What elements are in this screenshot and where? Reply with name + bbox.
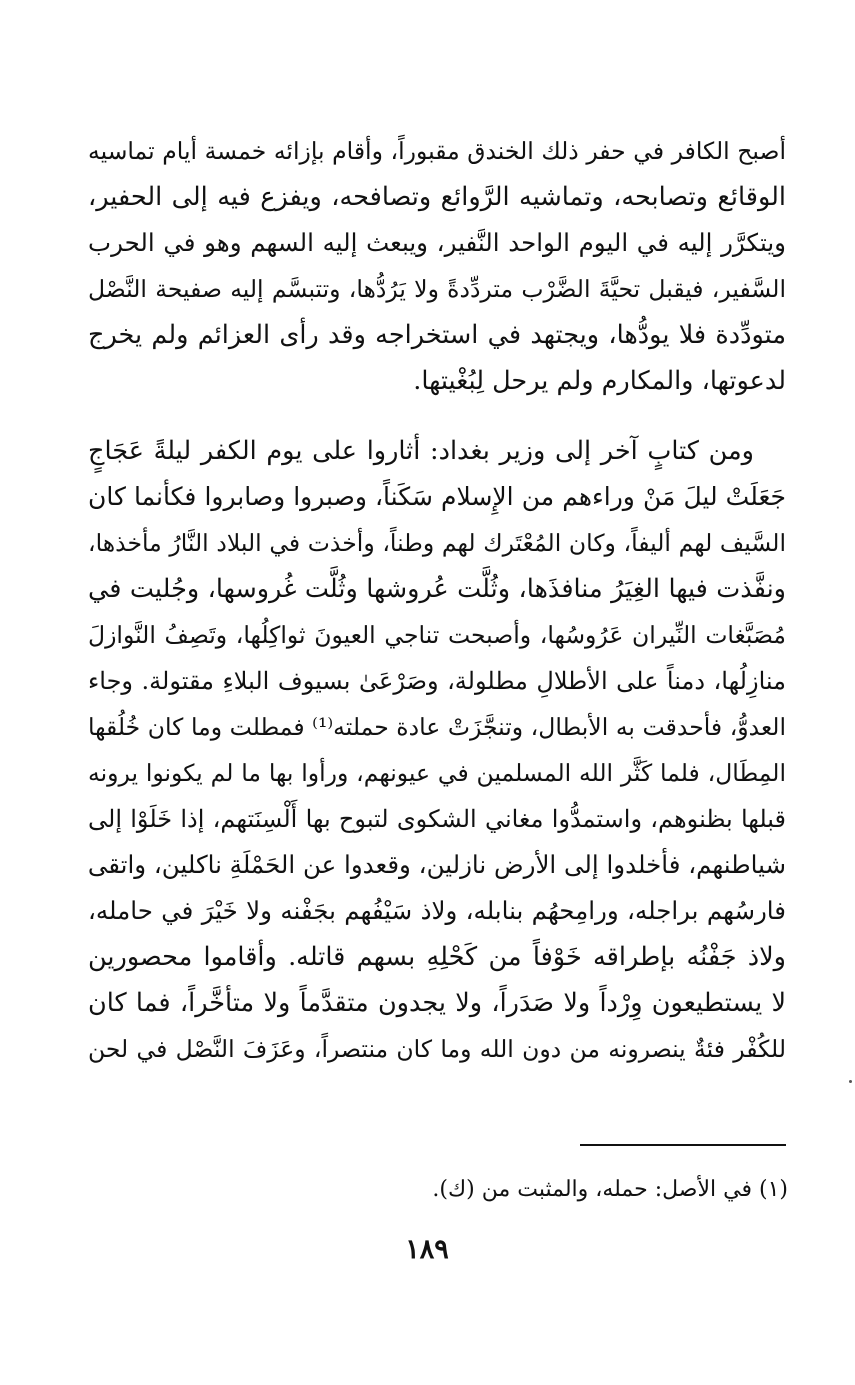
text-line: قبلها بظنوهم، واستمدُّوا مغاني الشكوى لتبوح بها أَلْسِنَتهم، إذا خَلَوْا إلى bbox=[88, 805, 786, 833]
paragraph-2 bbox=[88, 428, 786, 1072]
footnote-divider bbox=[580, 1144, 786, 1146]
text-line: مُصَبَّغات النِّيران عَرُوسُها، وأصبحت تناجي العيونَ ثواكِلُها، وتَصِفُ النَّوازلَ bbox=[88, 621, 786, 649]
text-line: الوقائع وتصابحه، وتماشيه الرَّوائع وتصافحه، ويفزع فيه إلى الحفير، bbox=[88, 182, 786, 212]
text-line: للكُفْر فئةٌ ينصرونه من دون الله وما كان منتصراً، وعَزَفَ النَّصْل في لحن bbox=[88, 1035, 786, 1063]
paragraph-1 bbox=[88, 128, 786, 404]
text-line: أصبح الكافر في حفر ذلك الخندق مقبوراً، وأقام بإزائه خمسة أيام تماسيه bbox=[88, 137, 786, 165]
text-line: المِطَال، فلما كَثَّر الله المسلمين في عيونهم، ورأوا بها ما لم يكونوا يرونه bbox=[88, 759, 786, 787]
text-line: لدعوتها، والمكارم ولم يرحل لِبُغْيتها. bbox=[413, 366, 786, 396]
text-line: منازِلُها، دمناً على الأطلالِ مطلولة، وصَرْعَىٰ بسيوف البلاءِ مقتولة. وجاء bbox=[88, 667, 786, 695]
text-line: ومن كتابٍ آخر إلى وزير بغداد: أثاروا على يوم الكفر ليلةً عَجَاجٍ bbox=[88, 436, 754, 466]
text-line: ولاذ جَفْنُه بإطراقه خَوْفاً من كَحْلِهِ بسهم قاتله. وأقاموا محصورين bbox=[88, 942, 786, 972]
text-line: فارسُهم براجله، ورامِحهُم بنابله، ولاذ سَيْفُهم بجَفْنه ولا خَيْرَ في حامله، bbox=[88, 896, 786, 925]
text-line: ويتكرَّر إليه في اليوم الواحد النَّفير، ويبعث إليه السهم وهو في الحرب bbox=[88, 228, 786, 257]
text-line: السَّيف لهم أليفاً، وكان المُعْتَرك لهم وطناً، وأخذت في البلاد النَّارُ مأخذها، bbox=[88, 529, 786, 557]
text-line: شياطنهم، فأخلدوا إلى الأرض نازلين، وقعدوا عن الحَمْلَةِ ناكلين، واتقى bbox=[88, 850, 786, 879]
text-line: لا يستطيعون وِرْداً ولا صَدَراً، ولا يجدون متقدَّماً ولا متأخَّراً، فما كان bbox=[88, 988, 786, 1018]
scan-speck bbox=[849, 1080, 852, 1083]
text-line: ونفَّذت فيها الغِيَرُ منافذَها، وثُلَّت عُروشها وثُلَّت غُروسها، وجُليت في bbox=[88, 574, 786, 604]
page-number: ١٨٩ bbox=[405, 1234, 449, 1265]
text-line: جَعَلَتْ ليلَ مَنْ وراءهم من الإِسلام سَكَناً، وصبروا وصابروا فكأنما كان bbox=[88, 482, 786, 511]
text-line: العدوُّ، فأحدقت به الأبطال، وتنجَّزَتْ عادة حملته⁽¹⁾ فمطلت وما كان خُلُقها bbox=[88, 713, 786, 741]
footnote: (١) في الأصل: حمله، والمثبت من (ك). bbox=[432, 1177, 788, 1202]
text-line: السَّفير، فيقبل تحيَّةَ الضَّرْب متردِّدةً ولا يَرُدُّها، وتتبسَّم إليه صفيحة النَّصْل bbox=[88, 275, 786, 303]
text-line: متودِّدة فلا يودُّها، ويجتهد في استخراجه وقد رأى العزائم ولم يخرج bbox=[88, 320, 786, 350]
